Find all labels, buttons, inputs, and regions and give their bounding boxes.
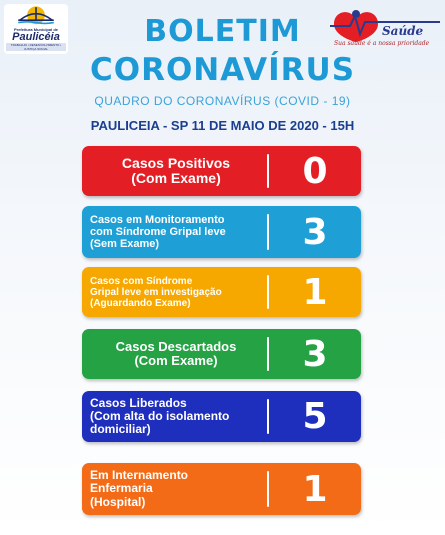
card-value: 1 xyxy=(302,271,328,313)
card-label-line1: Casos com Síndrome xyxy=(90,275,193,287)
card-label-line1: Casos Positivos xyxy=(121,154,231,171)
card-label-line3: domiciliar) xyxy=(90,422,151,437)
card-label xyxy=(90,146,262,196)
card-label-line1: Casos em Monitoramento xyxy=(90,213,225,226)
card-label-line2: (Com alta do isolamento xyxy=(90,408,230,423)
card-label xyxy=(90,463,262,515)
card-value: 0 xyxy=(302,150,328,192)
card-investigation-cases xyxy=(82,267,361,317)
card-label-line2: Gripal leve em investigação xyxy=(90,286,222,298)
page-title-line1: BOLETIM xyxy=(144,14,301,49)
card-label xyxy=(90,329,262,379)
report-dateline: PAULICEIA - SP 11 DE MAIO DE 2020 - 15H xyxy=(90,118,355,133)
health-tagline: Sua saúde é a nossa prioridade xyxy=(334,40,430,47)
card-label-line2: (Com Exame) xyxy=(134,353,218,368)
card-hospitalized-cases xyxy=(82,463,361,515)
logo-tagline: TRABALHO • DESENVOLVIMENTO • JUSTIÇA SOCIAL xyxy=(6,43,66,51)
card-label-line2: (Com Exame) xyxy=(131,170,221,186)
card-value: 1 xyxy=(302,468,328,510)
card-label-line1: Casos Liberados xyxy=(90,395,187,410)
logo-prefix: Prefeitura Municipal de xyxy=(13,27,58,32)
card-positive-cases xyxy=(82,146,361,196)
card-label-line1: Em Internamento xyxy=(90,468,189,483)
card-label-line3: (Aguardando Exame) xyxy=(90,297,191,309)
card-label xyxy=(90,267,262,317)
card-label-line3: (Sem Exame) xyxy=(90,238,160,251)
card-label-line1: Casos Descartados xyxy=(115,338,237,354)
card-value: 3 xyxy=(302,333,328,375)
card-value: 3 xyxy=(302,211,328,253)
logo-name: Paulicéia xyxy=(12,31,60,43)
page-title-line2: CORONAVÍRUS xyxy=(89,52,356,88)
card-label xyxy=(90,391,262,442)
card-value: 5 xyxy=(302,396,328,437)
card-label-line2: com Síndrome Gripal leve xyxy=(90,225,226,238)
card-released-cases xyxy=(82,391,361,442)
page-subtitle: QUADRO DO CORONAVÍRUS (COVID - 19) xyxy=(94,94,351,108)
card-monitoring-cases xyxy=(82,206,361,258)
card-label xyxy=(90,206,262,258)
card-discarded-cases xyxy=(82,329,361,379)
card-label-line3: (Hospital) xyxy=(90,494,146,509)
health-brand: Saúde xyxy=(382,24,424,38)
card-label-line2: Enfermaria xyxy=(90,481,153,496)
